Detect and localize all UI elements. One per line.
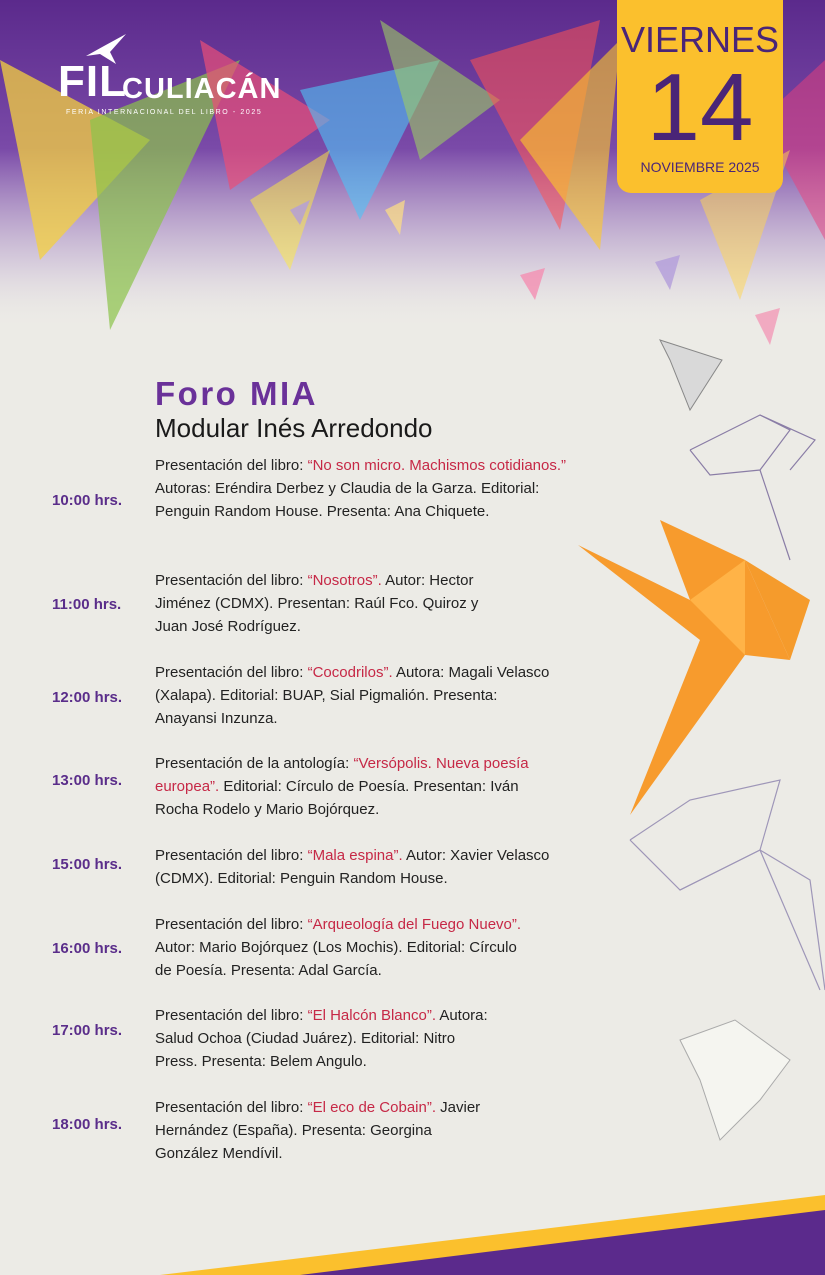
- event-description: Presentación del libro: “Cocodrilos”. Autora: Magali Velasco (Xalapa). Editorial: BUAP, Sial Pigmalión. Presenta: Anayansi Inzunza.: [155, 664, 550, 727]
- event-title: “Cocodrilos”.: [307, 664, 393, 681]
- event-time: 18:00 hrs.: [52, 1116, 123, 1133]
- venue-subtitle: Modular Inés Arredondo: [155, 413, 433, 443]
- event-time: 16:00 hrs.: [52, 940, 123, 957]
- event-time: 12:00 hrs.: [52, 689, 123, 706]
- event-title: “El eco de Cobain”.: [307, 1099, 436, 1116]
- event-title: “Nosotros”.: [307, 572, 382, 589]
- event-title: “Arqueología del Fuego Nuevo”.: [307, 916, 522, 933]
- event-time: 13:00 hrs.: [52, 772, 123, 789]
- date-weekday: VIERNES: [620, 19, 780, 60]
- event-description: Presentación del libro: “Nosotros”. Autor: Hector Jiménez (CDMX). Presentan: Raúl Fco. Quiroz y Juan José Rodríguez.: [155, 572, 479, 635]
- event-time: 11:00 hrs.: [52, 596, 122, 613]
- event-time: 15:00 hrs.: [52, 856, 123, 873]
- event-time: 17:00 hrs.: [52, 1022, 123, 1039]
- event-description: Presentación del libro: “Arqueología del Fuego Nuevo”. Autor: Mario Bojórquez (Los Mochis). Editorial: Círculo de Poesía. Presenta: Adal García.: [155, 916, 522, 979]
- event-title: “No son micro. Machismos cotidianos.”: [307, 457, 567, 474]
- event-description: Presentación del libro: “Mala espina”. Autor: Xavier Velasco (CDMX). Editorial: Penguin Random House.: [155, 847, 550, 887]
- date-day-number: 14: [646, 54, 754, 161]
- event-description: Presentación de la antología: “Versópolis. Nueva poesía europea”. Editorial: Círculo de Poesía. Presentan: Iván Rocha Rodelo y Mario Bojórquez.: [155, 755, 529, 818]
- event-description: Presentación del libro: “El Halcón Blanco”. Autora: Salud Ochoa (Ciudad Juárez). Editorial: Nitro Press. Presenta: Belem Angulo.: [155, 1007, 488, 1070]
- venue-title: Foro MIA: [155, 375, 318, 412]
- fil-culiacan-logo: [58, 34, 282, 124]
- event-title: “Mala espina”.: [307, 847, 403, 864]
- logo-city-text: CULIACÁN: [122, 73, 282, 105]
- event-description: Presentación del libro: “No son micro. Machismos cotidianos.” Autoras: Eréndira Derbez y Claudia de la Garza. Editorial: Penguin Random House. Presenta: Ana Chiquete.: [155, 457, 567, 520]
- logo-fil-text: FIL: [58, 57, 127, 106]
- event-description: Presentación del libro: “El eco de Cobain”. Javier Hernández (España). Presenta: Georgina González Mendívil.: [155, 1099, 481, 1162]
- event-title: “Versópolis. Nueva poesía europea”.: [155, 755, 529, 795]
- date-badge: [617, 0, 783, 193]
- logo-subtitle: FERIA INTERNACIONAL DEL LIBRO - 2025: [66, 109, 263, 116]
- date-month-year: NOVIEMBRE 2025: [640, 159, 760, 175]
- event-title: “El Halcón Blanco”.: [307, 1007, 436, 1024]
- event-time: 10:00 hrs.: [52, 492, 123, 509]
